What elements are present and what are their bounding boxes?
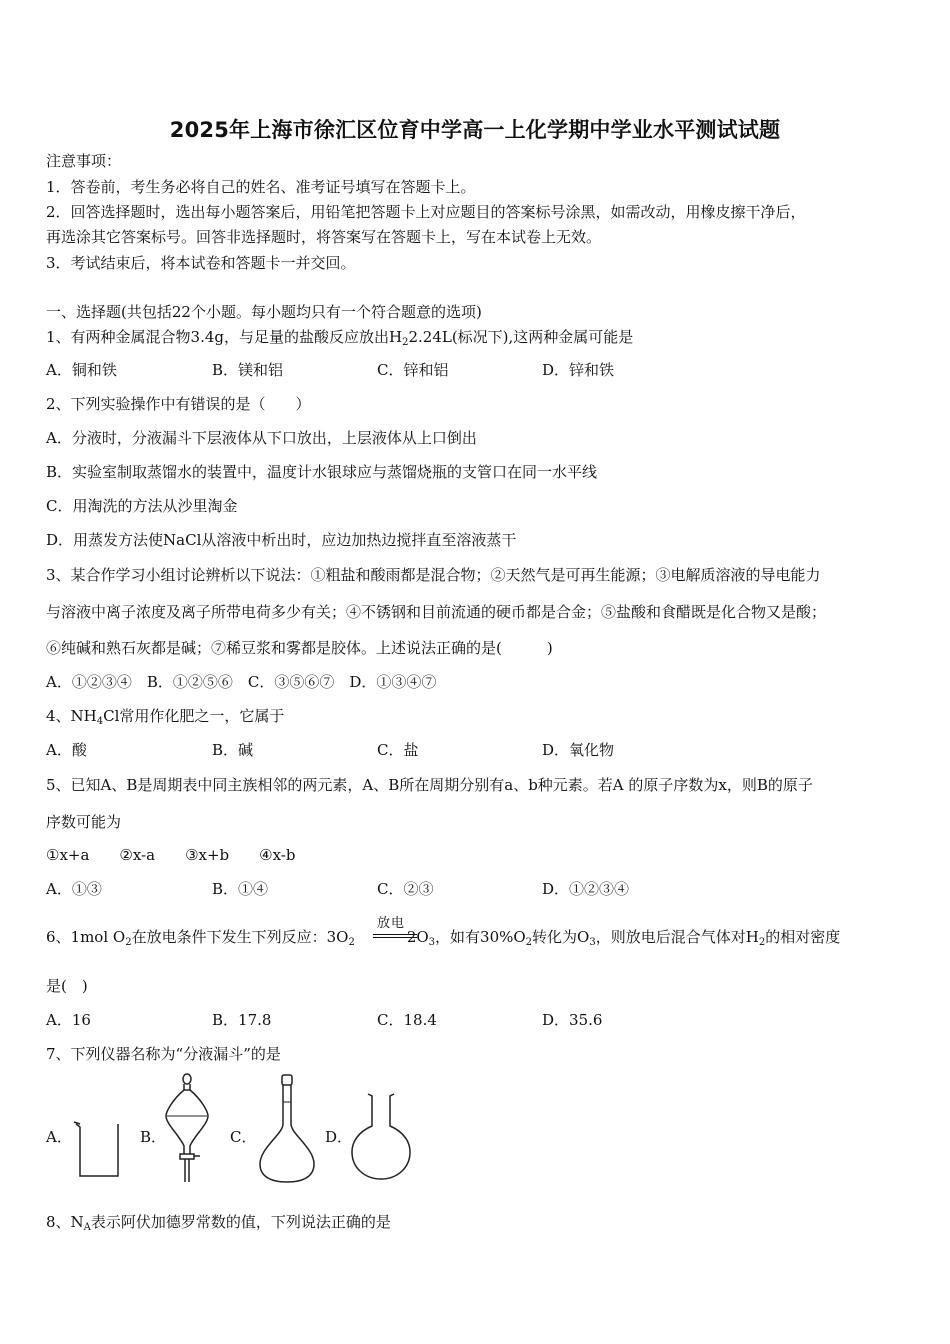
option-d: D．氧化物 [542,741,615,759]
option-b: B．实验室制取蒸馏水的装置中，温度计水银球应与蒸馏烧瓶的支管口在同一水平线 [46,463,598,481]
question-stem: 1、有两种金属混合物3.4g，与足量的盐酸反应放出$H_22.24L$(标况下),这两种金属可能是 [46,328,634,348]
option-b: B．镁和铝 [212,361,284,379]
notice-item-2a: 2．回答选择题时，选出每小题答案后，用铅笔把答题卡上对应题目的答案标号涂黑，如需改动，用橡皮擦干净后， [46,203,806,221]
notice-item-1: 1．答卷前，考生务必将自己的姓名、准考证号填写在答题卡上。 [46,178,476,196]
option-d: D．①②③④ [542,880,630,898]
notice-item-3: 3．考试结束后，将本试卷和答题卡一并交回。 [46,254,356,272]
reaction-condition-label: 放电 [377,916,406,931]
notice-item-2b: 再选涂其它答案标号。回答非选择题时，将答案写在答题卡上，写在本试卷上无效。 [46,228,602,246]
option-b: B． [140,1128,167,1146]
page-title: 2025年上海市徐汇区位育中学高一上化学期中学业水平测试试题 [169,118,781,142]
option-d: D．用蒸发方法使NaCl从溶液中析出时，应边加热边搅拌直至溶液蒸干 [46,531,517,549]
option-c: C．锌和铝 [377,361,449,379]
volumetric-flask-icon [256,1072,318,1186]
option-d: D．35.6 [542,1011,603,1029]
option-c: C．盐 [377,741,419,759]
question-line-2: 是( ) [46,977,88,995]
question-line-2: 序数可能为 [46,813,122,831]
question-stem: 4、$NH_4Cl$常用作化肥之一，它属于 [46,707,285,727]
option-d: D． [325,1128,353,1146]
round-bottom-flask-icon [350,1090,412,1182]
option-b: B．①④ [212,880,269,898]
option-a: A．16 [46,1011,91,1029]
question-line-3: ⑥纯碱和熟石灰都是碱；⑦稀豆浆和雾都是胶体。上述说法正确的是( ) [46,639,553,657]
question-options: A．①②③④ B．①②⑤⑥ C．③⑤⑥⑦ D．①③④⑦ [46,673,437,691]
question-stem: 7、下列仪器名称为“分液漏斗”的是 [46,1045,281,1063]
option-b: B．17.8 [212,1011,272,1029]
section-heading: 一、选择题(共包括22个小题。每小题均只有一个符合题意的选项) [46,303,482,321]
reaction-arrow [373,934,417,938]
option-c: C．18.4 [377,1011,437,1029]
option-a: A．①③ [46,880,102,898]
option-c: C． [230,1128,257,1146]
option-d: D．锌和铁 [542,361,615,379]
beaker-icon [72,1118,124,1180]
question-choices: ①x+a ②x-a ③x+b ④x-b [46,846,296,864]
option-a: A． [46,1128,72,1146]
question-line-1: 5、已知A、B是周期表中同主族相邻的两元素，A、B所在周期分别有a、b种元素。若A 的原子序数为x，则B的原子 [46,776,813,794]
question-line-2: 与溶液中离子浓度及离子所带电荷多少有关；④不锈钢和目前流通的硬币都是合金；⑤盐酸和食醋既是化合物又是酸； [46,603,827,621]
question-stem: 8、$N_A$表示阿伏加德罗常数的值，下列说法正确的是 [46,1213,391,1233]
option-c: C．用淘洗的方法从沙里淘金 [46,497,238,515]
option-c: C．②③ [377,880,434,898]
option-a: A．分液时，分液漏斗下层液体从下口放出，上层液体从上口倒出 [46,429,477,447]
notice-heading: 注意事项： [46,152,122,170]
question-line-1: 3、某合作学习小组讨论辨析以下说法：①粗盐和酸雨都是混合物；②天然气是可再生能源；③电解质溶液的导电能力 [46,566,821,584]
option-a: A．酸 [46,741,87,759]
question-stem: 2、下列实验操作中有错误的是（ ） [46,395,311,413]
separatory-funnel-icon [162,1072,212,1184]
option-b: B．碱 [212,741,254,759]
option-a: A．铜和铁 [46,361,117,379]
question-line-1: 6、1mol $O_2$在放电条件下发生下列反应：$3O_2$ $2O_3$，如有$30\%O_2$转化为$O_3$，则放电后混合气体对$H_2$的相对密度 [46,928,841,948]
